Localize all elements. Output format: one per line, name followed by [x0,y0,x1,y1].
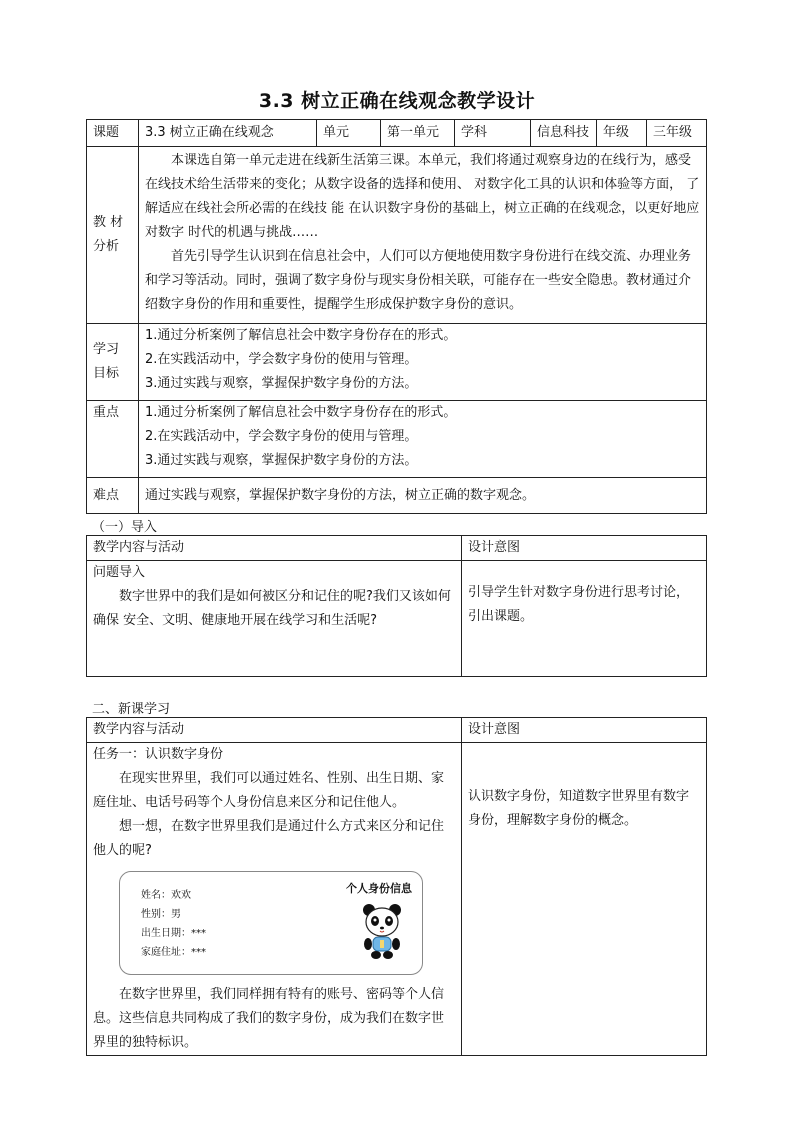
intro-col-intent-header: 设计意图 [462,536,707,561]
goal-item: 1.通过分析案例了解信息社会中数字身份存在的形式。 [145,328,457,343]
task-paragraph-3: 在数字世界里，我们同样拥有特有的账号、密码等个人信 息。这些信息共同构成了我们的数字身份，成为我们在数字世 界里的独特标识。 [93,987,445,1050]
key-label: 重点 [87,401,139,478]
unit-label: 单元 [317,120,381,147]
analysis-paragraph-2: 首先引导学生认识到在信息社会中，人们可以方便地使用数字身份进行在线交流、办理业务和学习等活动。同时，强调了数字身份与现实身份相关联，可能存在一些安全隐患。教材通过介绍数字身份的作用和重要性，提醒学生形成保护数字身份的意识。 [145,249,692,312]
key-point-item: 2.在实践活动中，学会数字身份的使用与管理。 [145,429,418,444]
grade-label: 年级 [597,120,647,147]
unit-value: 第一单元 [381,120,455,147]
new-col-content-header: 教学内容与活动 [87,718,462,743]
card-gender-field: 性别：男 [141,909,181,920]
subject-value: 信息科技 [531,120,597,147]
goal-item: 2.在实践活动中，学会数字身份的使用与管理。 [145,352,418,367]
card-address-field: 家庭住址：*** [141,947,206,958]
new-lesson-table [86,717,707,1056]
page-title: 3.3 树立正确在线观念教学设计 [258,90,536,112]
lesson-label: 课题 [87,120,139,147]
panda-mascot-icon [360,902,404,960]
intro-body: 数字世界中的我们是如何被区分和记住的呢?我们又该如何确保 安全、文明、健康地开展在线学习和生活呢? [93,589,451,628]
difficulty-label: 难点 [87,478,139,514]
intro-heading: 问题导入 [93,565,146,580]
section-new-lesson-label: 二、新课学习 [92,702,171,717]
analysis-paragraph-1: 本课选自第一单元走进在线新生活第三课。本单元，我们将通过观察身边的在线行为，感受在线技术给生活带来的变化；从数字设备的选择和使用、 对数字化工具的认识和体验等方面， 了解适应在线社会所必需的在线技 能 在认识数字身份的基础上，树立正确的在线观念，以更好地应对数字 时代的机遇与挑战…… [145,153,700,240]
task-heading: 任务一：认识数字身份 [93,747,224,762]
key-point-item: 1.通过分析案例了解信息社会中数字身份存在的形式。 [145,405,457,420]
goals-label [87,324,139,401]
goal-item: 3.通过实践与观察，掌握保护数字身份的方法。 [145,376,418,391]
analysis-label [87,147,139,324]
task-intent: 认识数字身份，知道数字世界里有数字身份，理解数字身份的概念。 [468,789,690,828]
goals-label-line1: 学习 [93,342,120,357]
card-birth-field: 出生日期：*** [141,928,206,939]
difficulty-text: 通过实践与观察，掌握保护数字身份的方法，树立正确的数字观念。 [139,478,707,514]
card-title: 个人身份信息 [346,882,412,895]
key-point-item: 3.通过实践与观察，掌握保护数字身份的方法。 [145,453,418,468]
task-paragraph-2: 想一想，在数字世界里我们是通过什么方式来区分和记住他人的呢? [93,819,445,858]
card-name-field: 姓名：欢欢 [141,890,191,901]
goals-label-line2: 目标 [93,366,120,381]
intro-col-content-header: 教学内容与活动 [87,536,462,561]
section-intro-label: （一）导入 [92,520,158,535]
analysis-label-line1: 教 材 [93,215,124,230]
grade-value: 三年级 [647,120,707,147]
lesson-info-table [86,119,707,514]
intro-intent: 引导学生针对数字身份进行思考讨论，引出课题。 [468,585,690,624]
subject-label: 学科 [455,120,531,147]
analysis-label-line2: 分析 [93,239,120,254]
identity-card-illustration [119,871,423,975]
lesson-value: 3.3 树立正确在线观念 [139,120,317,147]
new-col-intent-header: 设计意图 [462,718,707,743]
task-paragraph-1: 在现实世界里，我们可以通过姓名、性别、出生日期、家 庭住址、电话号码等个人身份信息来区分和记住他人。 [93,771,445,810]
intro-table [86,535,707,677]
